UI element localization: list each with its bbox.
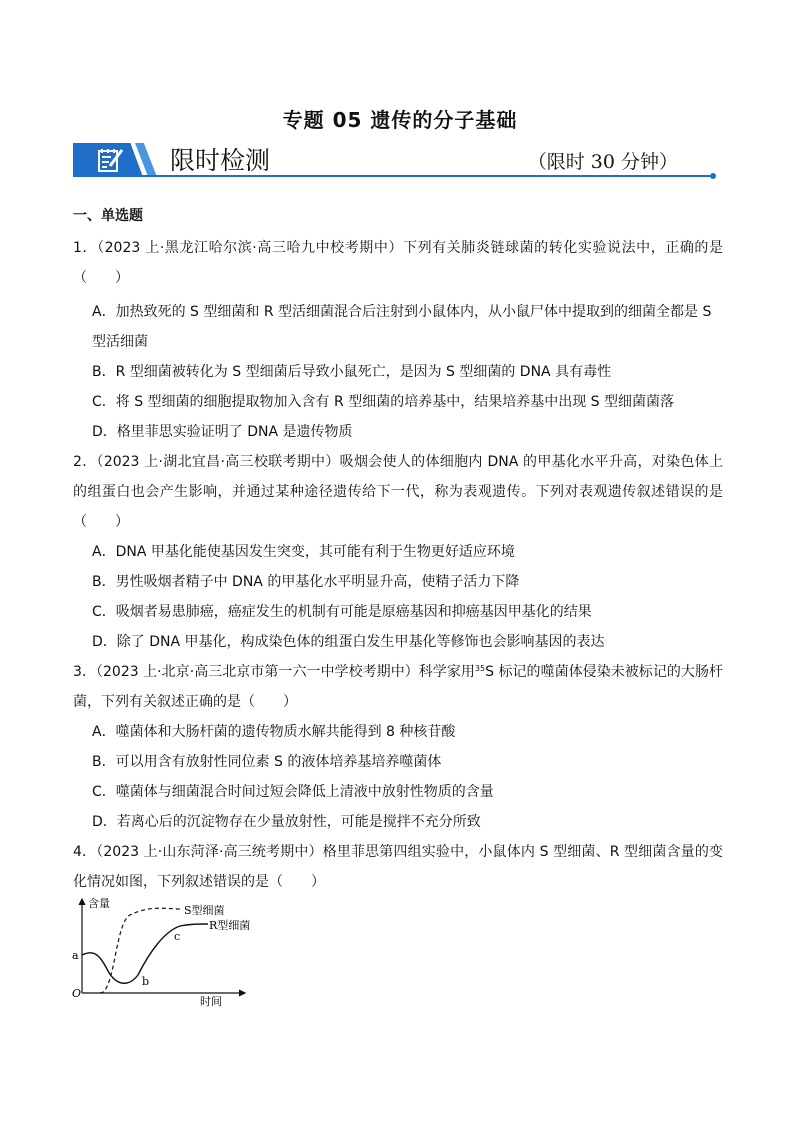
question-stem: 下列有关肺炎链球菌的转化实验说法中，正确的是（ ） bbox=[73, 240, 724, 286]
question-2 bbox=[73, 447, 723, 537]
banner-underline bbox=[73, 175, 713, 177]
question-number: 1． bbox=[73, 240, 98, 256]
option-c: C．噬菌体与细菌混合时间过短会降低上清液中放射性物质的含量 bbox=[92, 784, 494, 800]
option-d: D．除了 DNA 甲基化，构成染色体的组蛋白发生甲基化等修饰也会影响基因的表达 bbox=[92, 634, 605, 650]
point-a-label: a bbox=[72, 949, 79, 962]
notepad-pen-icon bbox=[96, 147, 126, 173]
option-a: A．噬菌体和大肠杆菌的遗传物质水解共能得到 8 种核苷酸 bbox=[92, 724, 456, 740]
banner-underline-dot bbox=[710, 173, 716, 179]
question-list bbox=[73, 205, 723, 897]
banner-time-limit: （限时 30 分钟） bbox=[527, 151, 678, 173]
s-bacteria-curve bbox=[100, 908, 182, 993]
section-banner bbox=[73, 139, 718, 181]
question-source: （2023 上·湖北宜昌·高三校联考期中） bbox=[96, 454, 340, 470]
question-number: 4． bbox=[73, 844, 97, 860]
question-stem-pre: 科学家用 bbox=[418, 664, 475, 680]
question-3 bbox=[73, 657, 723, 717]
option-a: A．DNA 甲基化能使基因发生突变，其可能有利于生物更好适应环境 bbox=[92, 544, 515, 560]
isotope-superscript: 35 bbox=[474, 664, 486, 673]
question-number: 2． bbox=[73, 454, 97, 470]
option-a: A．加热致死的 S 型细菌和 R 型活细菌混合后注射到小鼠体内，从小鼠尸体中提取到的细菌全都是 S 型活细菌 bbox=[92, 304, 712, 350]
option-c: C．将 S 型细菌的细胞提取物加入含有 R 型细菌的培养基中，结果培养基中出现 S 型细菌菌落 bbox=[92, 394, 674, 410]
question-4 bbox=[73, 837, 723, 897]
option-b: B．R 型细菌被转化为 S 型细菌后导致小鼠死亡，是因为 S 型细菌的 DNA 具有毒性 bbox=[92, 364, 612, 380]
point-b-label: b bbox=[142, 975, 150, 988]
bacteria-content-graph bbox=[70, 893, 270, 1008]
section-heading: 一、单选题 bbox=[73, 208, 143, 224]
page-title: 专题 05 遗传的分子基础 bbox=[282, 108, 518, 132]
r-curve-label: R型细菌 bbox=[209, 919, 251, 932]
origin-label: O bbox=[72, 987, 82, 1000]
question-number: 3． bbox=[73, 664, 96, 680]
question-source: （2023 上·北京·高三北京市第一六一中学校考期中） bbox=[95, 664, 419, 680]
question-stem: 格里菲思第四组实验中，小鼠体内 S 型细菌、R 型细菌含量的变化情况如图，下列叙述错误的是（ ） bbox=[73, 844, 723, 890]
option-d: D．若离心后的沉淀物存在少量放射性，可能是搅拌不充分所致 bbox=[92, 814, 481, 830]
option-b: B．可以用含有放射性同位素 S 的液体培养基培养噬菌体 bbox=[92, 754, 442, 770]
option-b: B．男性吸烟者精子中 DNA 的甲基化水平明显升高，使精子活力下降 bbox=[92, 574, 520, 590]
question-source: （2023 上·山东菏泽·高三统考期中） bbox=[96, 844, 323, 860]
banner-label: 限时检测 bbox=[170, 146, 271, 175]
question-source: （2023 上·黑龙江哈尔滨·高三哈九中校考期中） bbox=[97, 240, 404, 256]
question-stem: 吸烟会使人的体细胞内 DNA 的甲基化水平升高，对染色体上的组蛋白也会产生影响，并通过某种途径遗传给下一代，称为表观遗传。下列对表观遗传叙述错误的是（ ） bbox=[73, 454, 723, 530]
y-axis-label: 含量 bbox=[88, 897, 110, 910]
point-c-label: c bbox=[174, 930, 181, 943]
question-stem-post: S 标记的噬菌体侵染未被标记的大肠杆菌，下列有关叙述正确的是（ ） bbox=[73, 664, 723, 710]
option-d: D．格里菲思实验证明了 DNA 是遗传物质 bbox=[92, 424, 353, 440]
question-1 bbox=[73, 233, 723, 293]
x-axis-label: 时间 bbox=[200, 995, 222, 1008]
s-curve-label: S型细菌 bbox=[184, 904, 225, 917]
option-c: C．吸烟者易患肺癌，癌症发生的机制有可能是原癌基因和抑癌基因甲基化的结果 bbox=[92, 604, 592, 620]
